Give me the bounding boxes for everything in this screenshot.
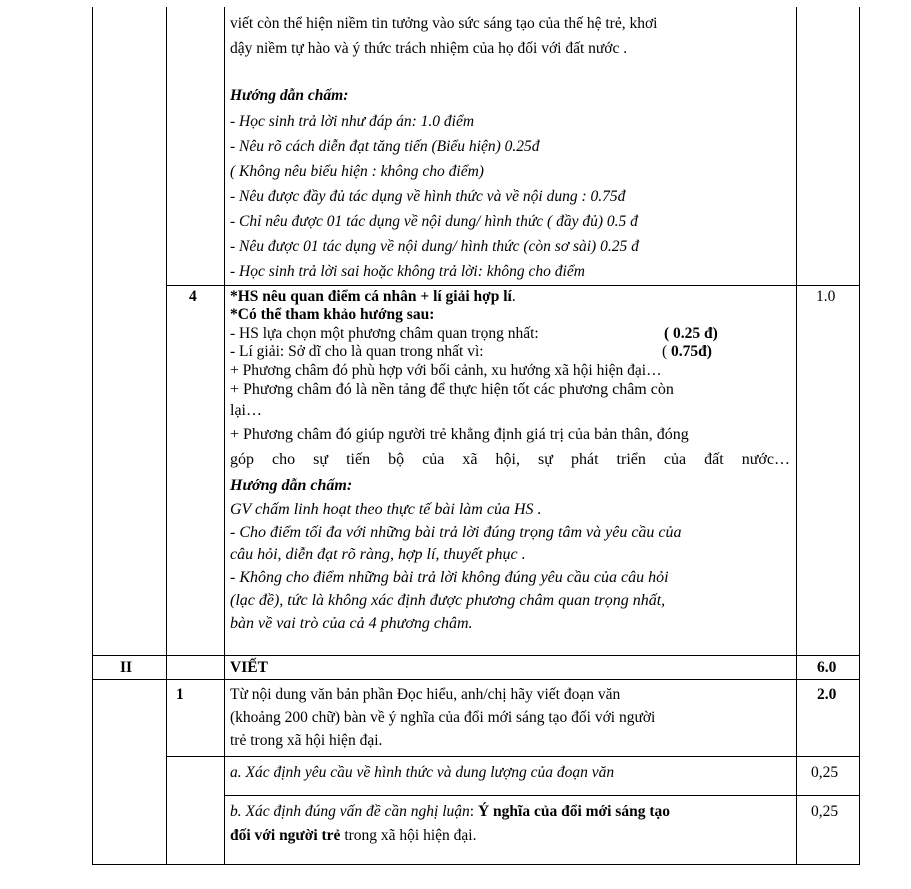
word: góp	[230, 451, 254, 468]
answer-line: + Phương châm đó là nền tảng để thực hiện tốt các phương châm còn	[230, 381, 674, 398]
table-border-left	[92, 7, 93, 865]
word: hội,	[495, 451, 520, 468]
answer-score: ( 0.25 đ)	[664, 325, 718, 342]
answer-score	[662, 343, 712, 361]
answer-line: - HS lựa chọn một phương châm quan trọng nhất:	[230, 325, 539, 342]
criterion-line	[230, 827, 476, 845]
row-divider	[92, 679, 860, 680]
row-divider	[224, 795, 860, 796]
criterion-line: a. Xác định yêu cầu về hình thức và dung lượng của đoạn văn	[230, 764, 615, 781]
part-score: 6.0	[817, 659, 837, 676]
question-line: Từ nội dung văn bản phần Đọc hiểu, anh/chị hãy viết đoạn văn	[230, 686, 621, 703]
guide-line: - Không cho điểm những bài trả lời không đúng yêu cầu của câu hỏi	[230, 569, 669, 586]
question-score: 2.0	[817, 686, 837, 703]
row-divider	[166, 756, 860, 757]
answer-line-justified	[230, 451, 790, 469]
answer-line: - Lí giải: Sở dĩ cho là quan trong nhất vì:	[230, 343, 484, 360]
guide-item: - Nêu được 01 tác dụng về nội dung/ hình thức (còn sơ sài) 0.25 đ	[230, 238, 639, 255]
word: phát	[570, 451, 599, 468]
guide-item: - Học sinh trả lời như đáp án: 1.0 điểm	[230, 113, 475, 130]
word: triển	[616, 451, 646, 468]
question-score: 1.0	[816, 288, 836, 305]
question-number: 4	[189, 288, 197, 305]
guide-line: bàn về vai trò của cả 4 phương châm.	[230, 615, 473, 632]
body-line: viết còn thể hiện niềm tin tưởng vào sức sáng tạo của thế hệ trẻ, khơi	[230, 15, 658, 32]
guide-line: - Cho điểm tối đa với những bài trả lời đúng trọng tâm và yêu cầu của	[230, 524, 682, 541]
col-divider-3	[796, 7, 797, 865]
criterion-colon: :	[469, 803, 478, 820]
criterion-bold: đối với người trẻ	[230, 827, 341, 844]
answer-line-bold: *HS nêu quan điểm cá nhân + lí giải hợp lí	[230, 288, 512, 305]
guide-item: ( Không nêu biểu hiện : không cho điểm)	[230, 163, 484, 180]
body-line: dậy niềm tự hào và ý thức trách nhiệm của họ đối với đất nước .	[230, 40, 628, 57]
answer-line: lại…	[230, 402, 262, 419]
answer-line: + Phương châm đó giúp người trẻ khẳng định giá trị của bản thân, đóng	[230, 426, 689, 443]
question-number: 1	[176, 686, 184, 703]
answer-score-value: 0.75đ)	[667, 343, 712, 360]
question-line: trẻ trong xã hội hiện đại.	[230, 732, 383, 749]
question-line: (khoảng 200 chữ) bàn về ý nghĩa của đổi mới sáng tạo đối với người	[230, 709, 656, 726]
guide-line: câu hỏi, diễn đạt rõ ràng, hợp lí, thuyết phục .	[230, 546, 526, 563]
word: cho	[272, 451, 296, 468]
guide-line: (lạc đề), tức là không xác định được phương châm quan trọng nhất,	[230, 592, 666, 609]
answer-line: *Có thể tham khảo hướng sau:	[230, 306, 435, 323]
table-border-right	[859, 7, 860, 865]
guide-heading: Hướng dẫn chấm:	[230, 477, 353, 494]
col-divider-2	[224, 7, 225, 865]
part-number: II	[120, 659, 133, 676]
word: sự	[538, 451, 553, 468]
criterion-bold: Ý nghĩa của đổi mới sáng tạo	[477, 803, 671, 820]
guide-item: - Chỉ nêu được 01 tác dụng về nội dung/ hình thức ( đầy đủ) 0.5 đ	[230, 213, 638, 230]
row-divider	[92, 655, 860, 656]
criterion-label: b. Xác định đúng vấn đề cần nghị luận	[230, 803, 470, 820]
answer-score-open: (	[662, 343, 668, 360]
guide-heading: Hướng dẫn chấm:	[230, 87, 349, 104]
col-divider-1	[166, 7, 167, 865]
word: của	[663, 451, 687, 468]
answer-line: + Phương châm đó phù hợp với bối cảnh, xu hướng xã hội hiện đại…	[230, 362, 662, 379]
word: bộ	[388, 451, 405, 468]
word: xã	[462, 451, 478, 468]
guide-item: - Nêu rõ cách diễn đạt tăng tiến (Biểu hiện) 0.25đ	[230, 138, 540, 155]
row-divider	[166, 285, 860, 286]
guide-item: - Học sinh trả lời sai hoặc không trả lời: không cho điểm	[230, 263, 585, 280]
guide-item: - Nêu được đầy đủ tác dụng về hình thức và về nội dung : 0.75đ	[230, 188, 626, 205]
table-border-bottom	[92, 864, 860, 865]
word: đất	[704, 451, 724, 468]
criterion-score: 0,25	[811, 764, 839, 781]
word: nước…	[741, 451, 790, 468]
answer-line	[230, 288, 516, 306]
word: tiến	[346, 451, 371, 468]
criterion-rest: trong xã hội hiện đại.	[340, 827, 477, 844]
word: của	[422, 451, 445, 468]
criterion-line	[230, 803, 670, 821]
part-title: VIẾT	[230, 659, 268, 676]
criterion-score: 0,25	[811, 803, 839, 820]
word: sự	[313, 451, 329, 468]
answer-line-dot: .	[511, 288, 516, 305]
guide-line: GV chấm linh hoạt theo thực tế bài làm của HS .	[230, 501, 542, 518]
